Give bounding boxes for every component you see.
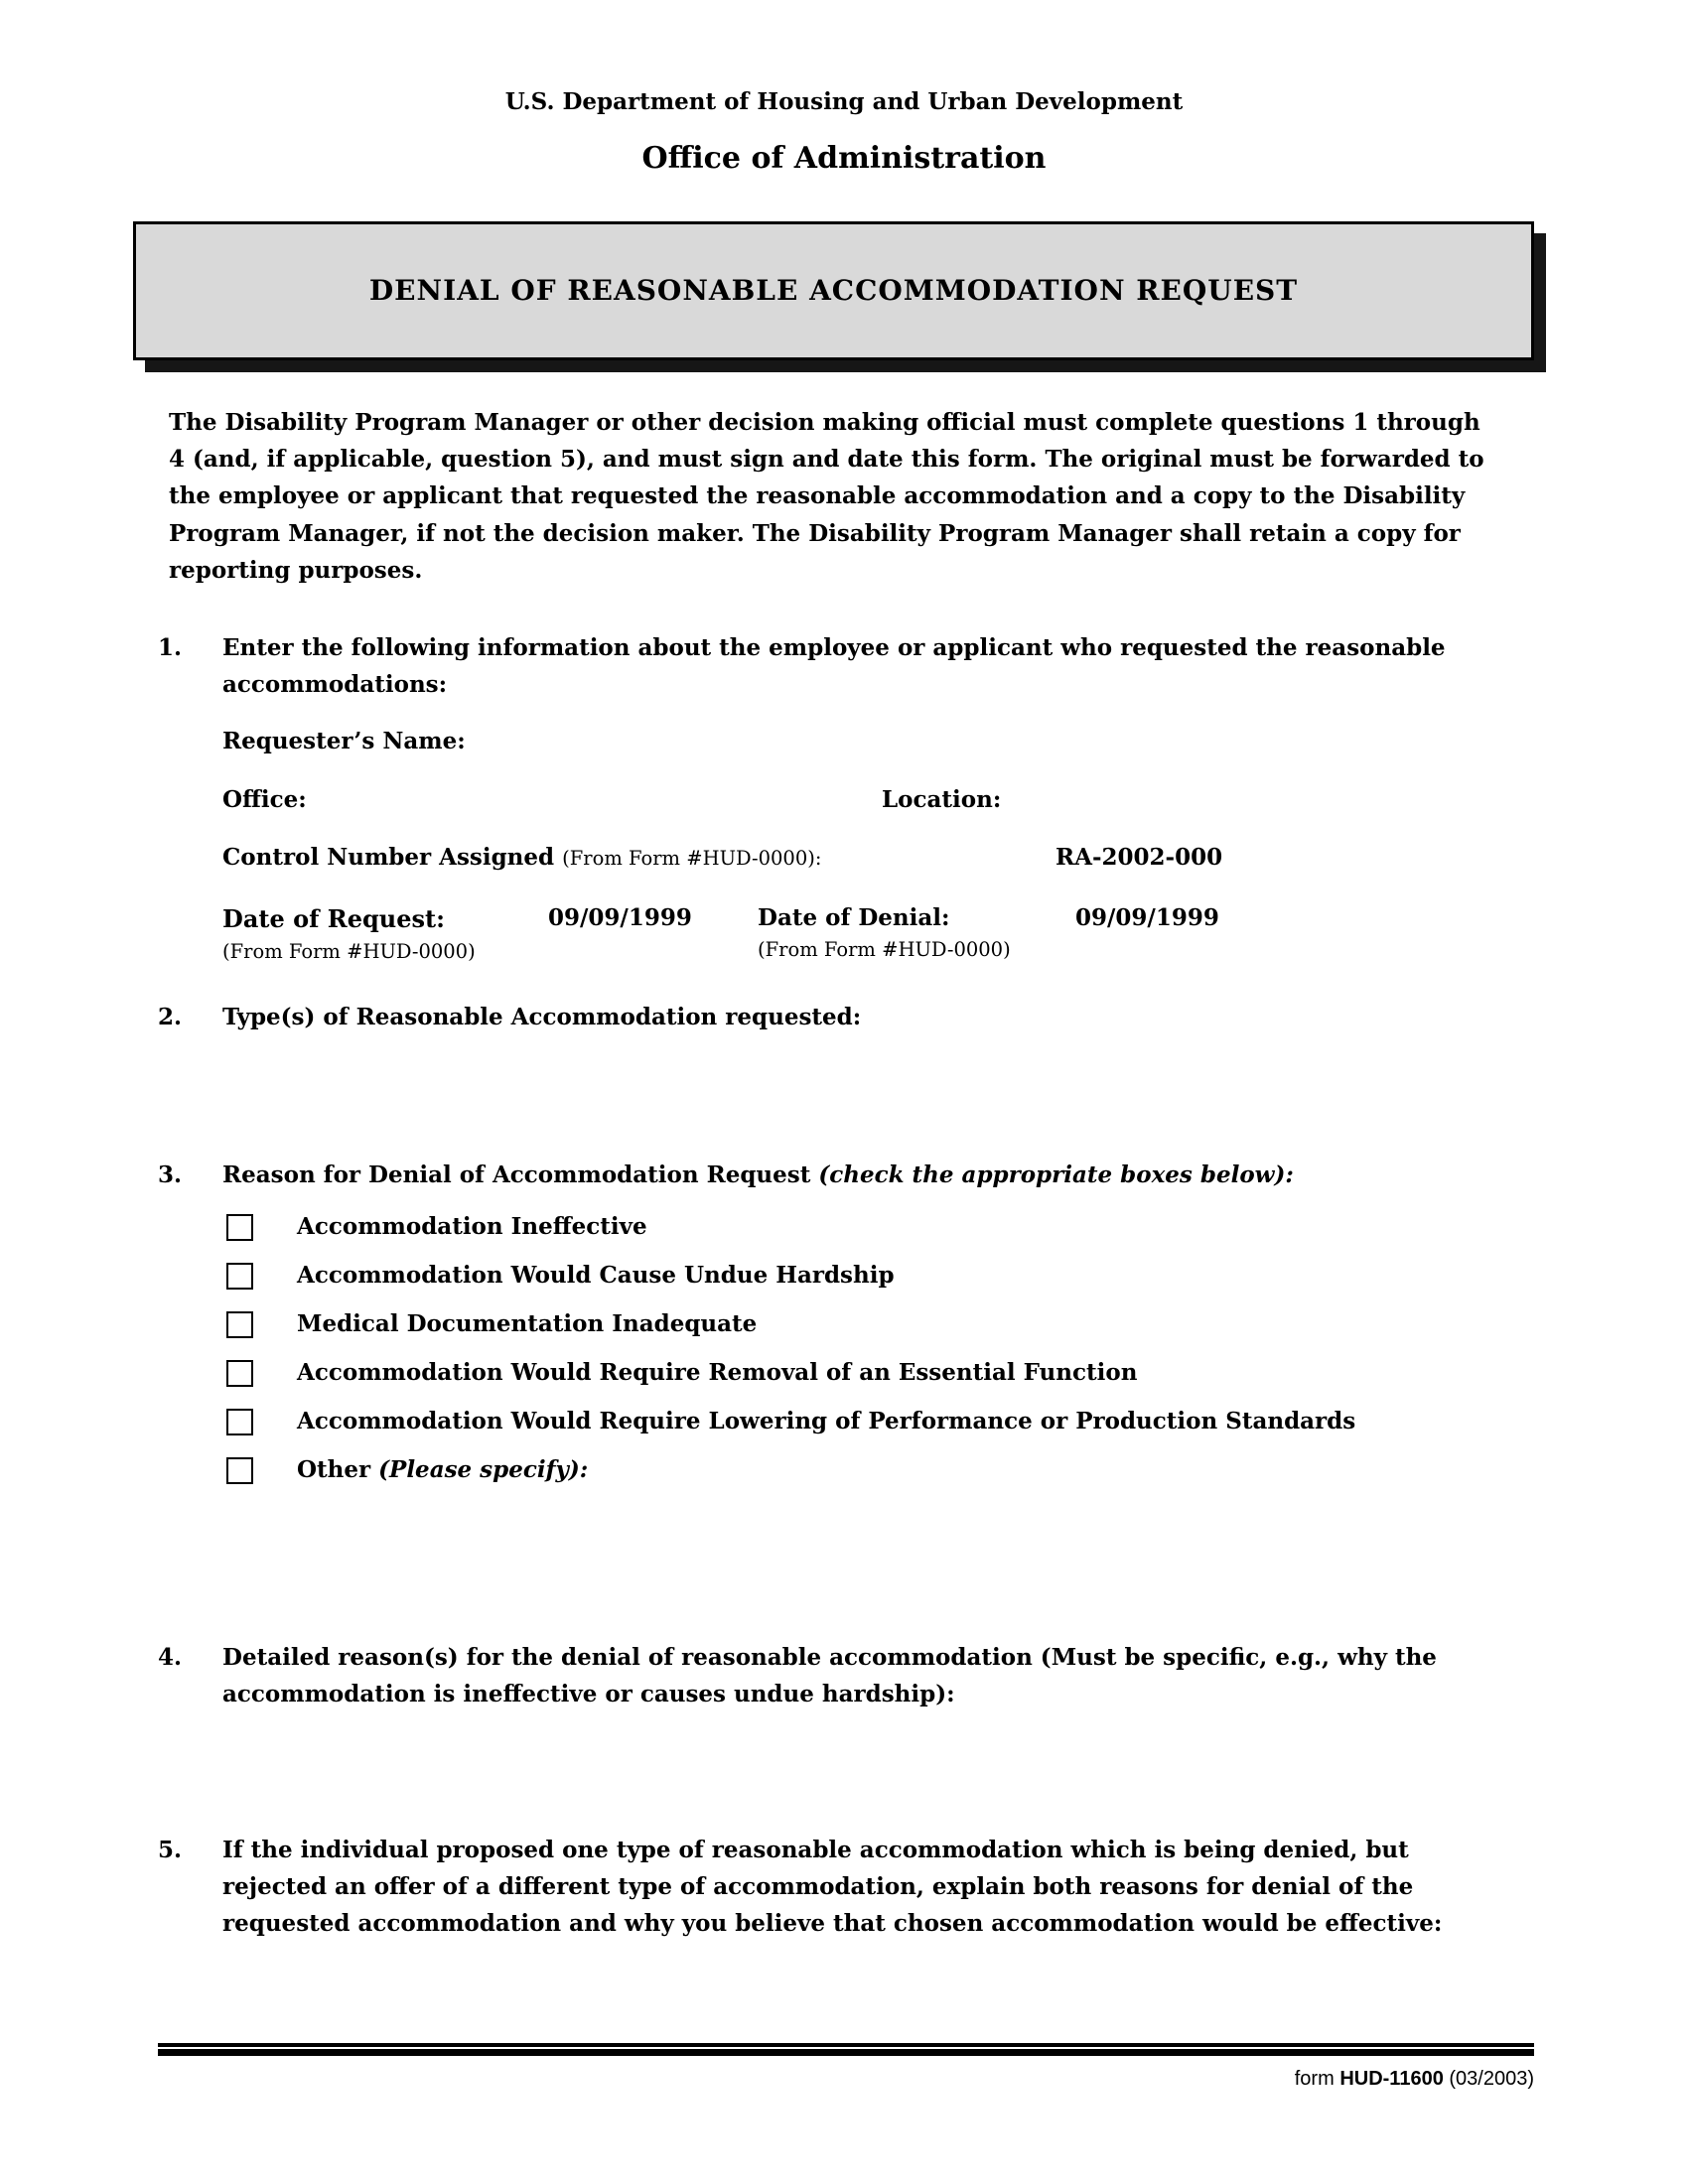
form-revision: (03/2003) [1443,2068,1534,2090]
question-2-number: 2. [158,1003,183,1030]
checkbox-other[interactable] [226,1457,253,1484]
date-of-request-label: Date of Request: [222,904,445,934]
checkbox-row [222,1306,1489,1342]
question-4-prompt: Detailed reason(s) for the denial of reasonable accommodation (Must be specific, e.g., why the accommodation is ineffective or causes undue hardship): [222,1644,1437,1708]
form-title-banner [133,221,1534,360]
checkbox-medical-documentation-inadequate[interactable] [226,1311,253,1338]
checkbox-label: Accommodation Would Cause Undue Hardship [297,1262,895,1290]
date-of-request-note: (From Form #HUD-0000) [222,939,476,963]
checkbox-label: Accommodation Would Require Lowering of Performance or Production Standards [297,1408,1356,1435]
checkbox-removal-essential-function[interactable] [226,1360,253,1387]
question-3-prompt-note: (check the appropriate boxes below): [818,1160,1294,1188]
dates-row [222,900,1489,964]
checkbox-undue-hardship[interactable] [226,1263,253,1290]
control-number-note: (From Form #HUD-0000): [562,847,822,871]
control-number-row [222,840,1489,877]
office-location-row [222,782,1489,819]
question-3-prompt: Reason for Denial of Accommodation Request (check the appropriate boxes below): [222,1160,1294,1188]
checkbox-other-note: (Please specify): [378,1456,589,1484]
question-5-number: 5. [158,1837,183,1864]
date-of-denial-value: 09/09/1999 [1075,904,1219,932]
question-5-prompt: If the individual proposed one type of reasonable accommodation which is being denied, but rejected an offer of a different type of accommodation, explain both reasons for denial of the requested accommodation and why you believe that chosen accommodation would be effective: [222,1837,1443,1937]
question-5 [158,1833,1489,1942]
checkbox-label: Accommodation Would Require Removal of an Essential Function [297,1359,1138,1387]
requester-name-label: Requester’s Name: [222,727,466,754]
form-label: form [1294,2068,1340,2090]
intro-paragraph: The Disability Program Manager or other decision making official must complete questions 1 through 4 (and, if applicable, question 5), and must sign and date this form. The original must be forwarded to the employee or applicant that requested the reasonable accommodation and a copy to the Disability Program Manager, if not the decision maker. The Disability Program Manager shall retain a copy for reporting purposes. [169,408,1484,584]
checkbox-label: Other (Please specify): [297,1456,589,1484]
checkbox-row [222,1258,1489,1294]
date-of-request-value: 09/09/1999 [548,904,692,932]
denial-reason-checkbox-list [222,1209,1489,1488]
question-2-prompt: Type(s) of Reasonable Accommodation requested: [222,1003,862,1030]
question-3-number: 3. [158,1160,183,1188]
date-of-denial-note: (From Form #HUD-0000) [758,937,1011,961]
checkbox-lowering-standards[interactable] [226,1409,253,1435]
form-identifier [158,2068,1534,2091]
office-label: Office: [222,785,307,813]
checkbox-label: Accommodation Ineffective [297,1213,647,1241]
form-title: DENIAL OF REASONABLE ACCOMMODATION REQUEST [368,274,1299,308]
checkbox-row [222,1452,1489,1488]
page-footer [158,2043,1534,2091]
question-2 [158,1000,1489,1036]
question-4-number: 4. [158,1644,183,1672]
control-number-label: Control Number Assigned [222,844,555,872]
department-heading: U.S. Department of Housing and Urban Development [504,88,1184,115]
checkbox-row [222,1209,1489,1245]
checkbox-row [222,1404,1489,1439]
question-4 [158,1640,1489,1713]
footer-rule [158,2043,1534,2056]
office-heading: Office of Administration [641,140,1047,176]
question-1 [158,630,1489,964]
form-number: HUD-11600 [1339,2068,1444,2090]
question-1-number: 1. [158,634,183,662]
location-label: Location: [882,785,1002,813]
checkbox-row [222,1355,1489,1391]
control-number-value: RA-2002-000 [1055,844,1223,872]
question-1-prompt: Enter the following information about the employee or applicant who requested the reasonable accommodations: [222,634,1446,698]
checkbox-label: Medical Documentation Inadequate [297,1310,758,1338]
checkbox-accommodation-ineffective[interactable] [226,1214,253,1241]
date-of-denial-label: Date of Denial: [758,904,950,932]
question-3 [158,1158,1489,1502]
